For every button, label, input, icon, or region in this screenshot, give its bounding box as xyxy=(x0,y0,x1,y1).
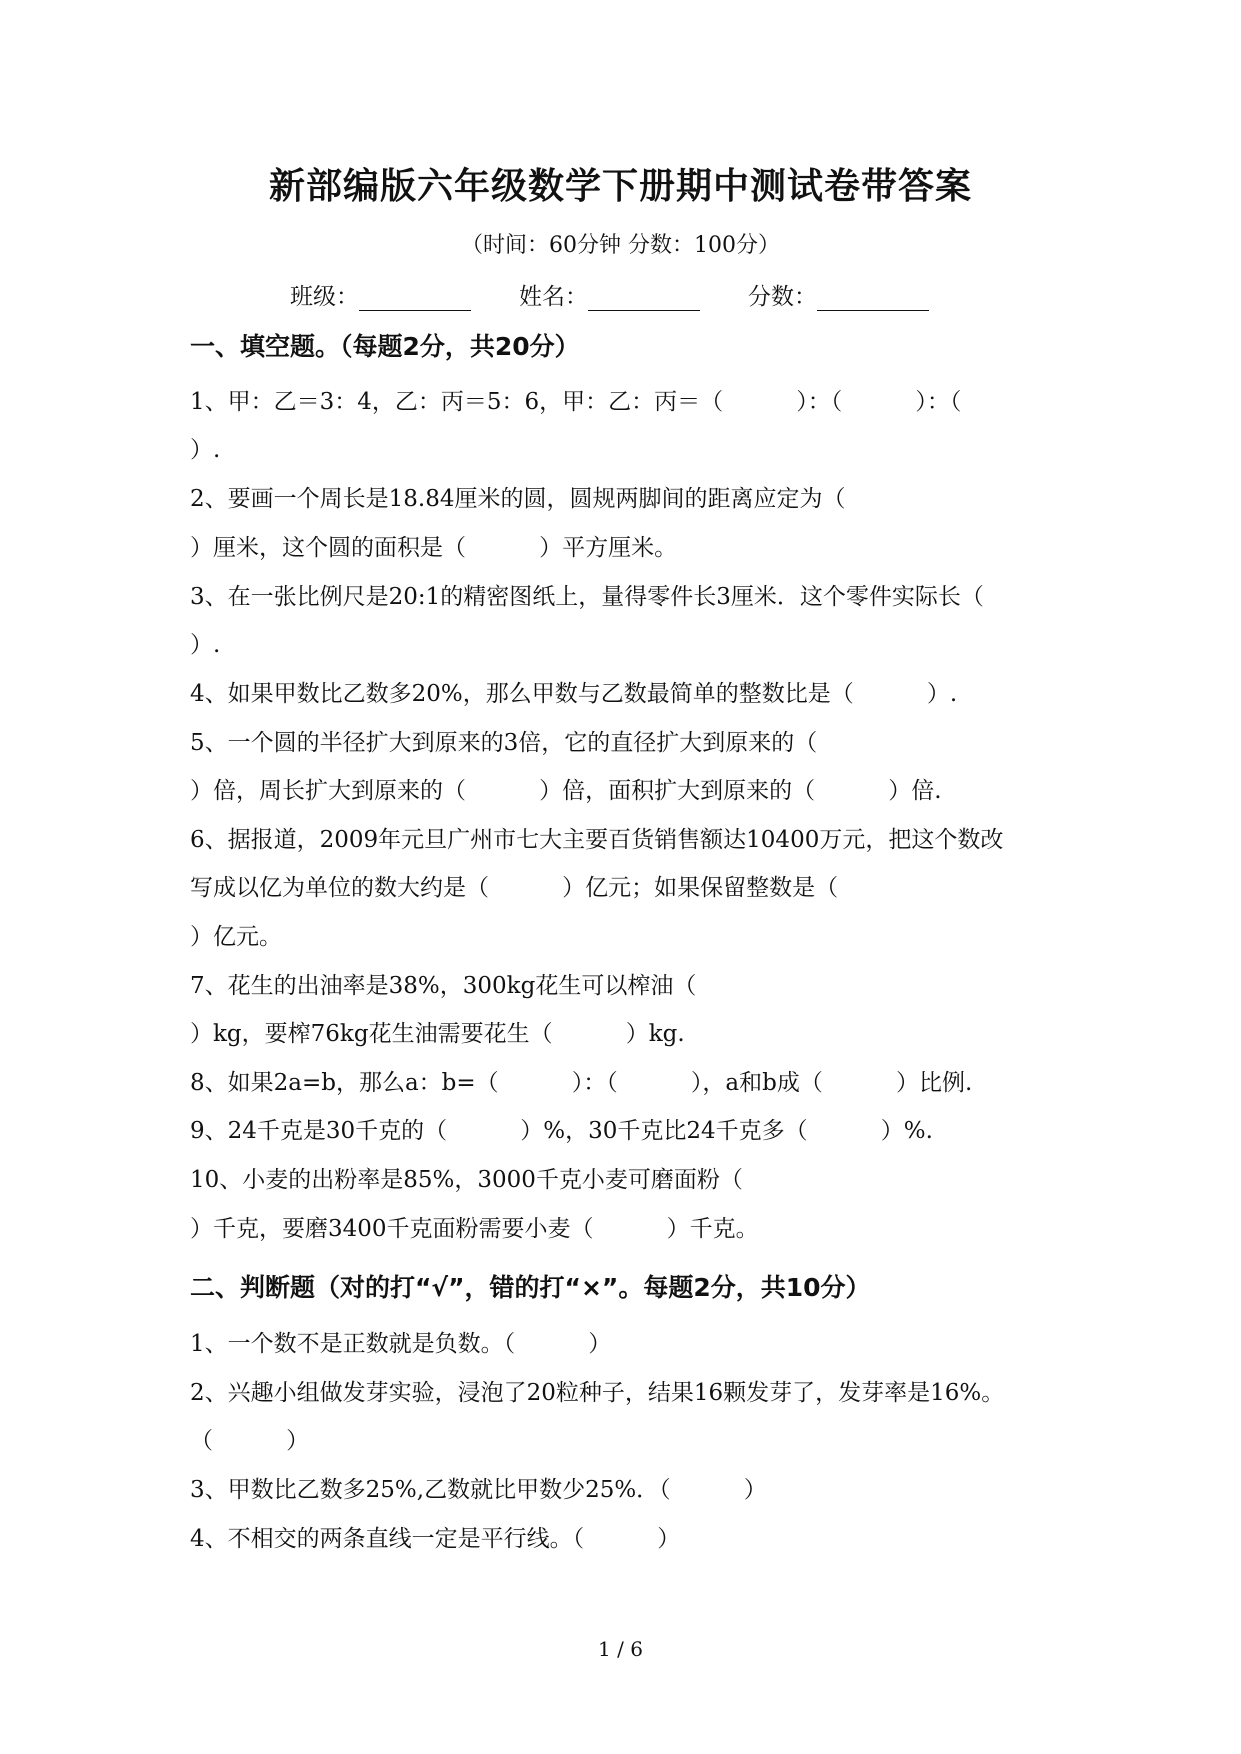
question-line: 4、不相交的两条直线一定是平行线。（ ） xyxy=(190,1526,681,1552)
question-line: 2、兴趣小组做发芽实验，浸泡了20粒种子，结果16颗发芽了，发芽率是16%。 xyxy=(190,1380,1005,1406)
question-line: 5、一个圆的半径扩大到原来的3倍，它的直径扩大到原来的（ xyxy=(190,730,818,756)
score-blank xyxy=(817,288,929,311)
document-title: 新部编版六年级数学下册期中测试卷带答案 xyxy=(268,166,972,207)
name-blank xyxy=(588,288,700,311)
question-line: ）倍，周长扩大到原来的（ ）倍，面积扩大到原来的（ ）倍. xyxy=(190,778,942,804)
question-line: 10、小麦的出粉率是85%，3000千克小麦可磨面粉（ xyxy=(190,1167,743,1193)
section-heading: 二、判断题（对的打“√”，错的打“×”。每题2分，共10分） xyxy=(190,1273,871,1302)
question-line: 6、据报道，2009年元旦广州市七大主要百货销售额达10400万元，把这个数改 xyxy=(190,827,1004,853)
class-label: 班级： xyxy=(290,284,359,310)
question-line: 9、24千克是30千克的（ ）%，30千克比24千克多（ ）%. xyxy=(190,1118,933,1144)
question-line: 3、甲数比乙数多25%,乙数就比甲数少25%．（ ） xyxy=(190,1477,767,1503)
question-line: ）kg，要榨76kg花生油需要花生（ ）kg. xyxy=(190,1021,685,1047)
question-line: ）. xyxy=(190,632,221,658)
question-line: 7、花生的出油率是38%，300kg花生可以榨油（ xyxy=(190,973,697,999)
name-label: 姓名： xyxy=(519,284,588,310)
score-label: 分数： xyxy=(748,284,817,310)
question-line: 2、要画一个周长是18.84厘米的圆，圆规两脚间的距离应定为（ xyxy=(190,486,846,512)
question-line: 1、一个数不是正数就是负数。（ ） xyxy=(190,1331,612,1357)
question-line: （ ） xyxy=(190,1428,310,1454)
question-line: ）千克，要磨3400千克面粉需要小麦（ ）千克。 xyxy=(190,1216,759,1242)
question-line: ）. xyxy=(190,437,221,463)
question-line: 3、在一张比例尺是20:1的精密图纸上，量得零件长3厘米．这个零件实际长（ xyxy=(190,584,984,610)
question-line: 8、如果2a=b，那么a：b=（ ）：（ ），a和b成（ ）比例. xyxy=(190,1070,973,1096)
student-info-row xyxy=(290,278,977,311)
class-blank xyxy=(359,288,471,311)
page-number: 1 / 6 xyxy=(598,1637,643,1661)
section-heading: 一、填空题。（每题2分，共20分） xyxy=(190,332,580,361)
question-line: 4、如果甲数比乙数多20%，那么甲数与乙数最简单的整数比是（ ）. xyxy=(190,681,958,707)
question-line: 1、甲：乙＝3：4，乙：丙＝5：6，甲：乙：丙＝（ ）：（ ）：（ xyxy=(190,389,962,415)
question-line: ）亿元。 xyxy=(190,924,282,950)
exam-time-score-note: （时间：60分钟 分数：100分） xyxy=(461,233,780,258)
question-line: ）厘米，这个圆的面积是（ ）平方厘米。 xyxy=(190,535,678,561)
question-line: 写成以亿为单位的数大约是（ ）亿元；如果保留整数是（ xyxy=(190,875,839,901)
